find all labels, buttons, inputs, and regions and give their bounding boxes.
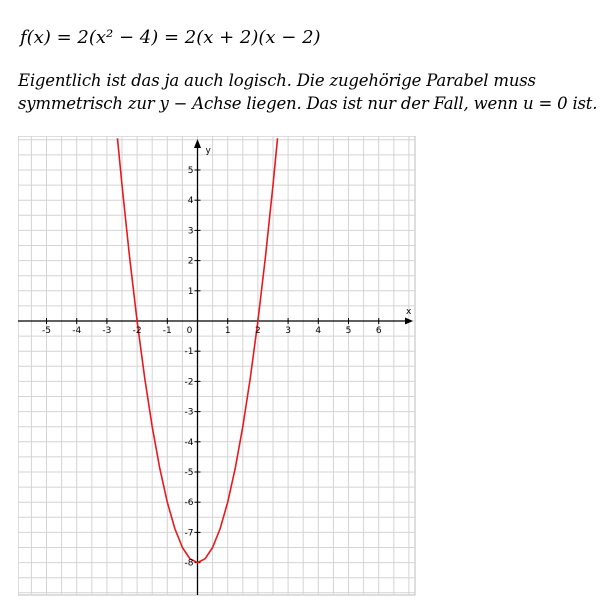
x-tick-label: -1 — [162, 326, 172, 336]
graph-frame — [18, 136, 415, 595]
y-tick-label: -2 — [184, 377, 194, 388]
x-axis-label: x — [406, 307, 412, 317]
x-tick-label: 1 — [224, 326, 231, 336]
y-tick-label: -6 — [184, 498, 194, 509]
y-tick-label: 2 — [187, 256, 194, 267]
function-formula — [20, 27, 321, 48]
x-tick-label: 0 — [186, 326, 193, 336]
y-axis-label: y — [205, 146, 211, 156]
y-tick-label: -8 — [184, 558, 194, 569]
parabola-graph — [18, 136, 416, 596]
y-tick-label: -5 — [184, 468, 194, 478]
formula-text: f(x) = 2(x² − 4) = 2(x + 2)(x − 2) — [20, 27, 321, 48]
x-tick-label: 5 — [345, 326, 352, 336]
y-tick-label: 3 — [187, 226, 194, 237]
paragraph-line-1: Eigentlich ist das ja auch logisch. Die zugehörige Parabel muss — [18, 71, 536, 90]
y-tick-label: 4 — [187, 196, 194, 207]
y-tick-label: 1 — [187, 286, 194, 297]
y-tick-label: -1 — [184, 347, 194, 358]
x-tick-label: 3 — [285, 326, 291, 336]
paragraph-line-2: symmetrisch zur y − Achse liegen. Das ist nur der Fall, wenn u = 0 ist. — [18, 94, 598, 113]
x-tick-label: -4 — [72, 326, 82, 336]
x-tick-label: -5 — [42, 326, 51, 336]
x-tick-label: 2 — [255, 326, 261, 336]
x-tick-label: -3 — [102, 326, 112, 336]
y-tick-label: 5 — [187, 166, 194, 176]
y-tick-label: -4 — [184, 437, 194, 448]
y-tick-label: -3 — [184, 407, 194, 418]
y-tick-label: -7 — [184, 528, 194, 539]
x-tick-label: 6 — [375, 326, 382, 336]
x-tick-label: -2 — [132, 326, 142, 336]
x-tick-label: 4 — [315, 326, 322, 336]
